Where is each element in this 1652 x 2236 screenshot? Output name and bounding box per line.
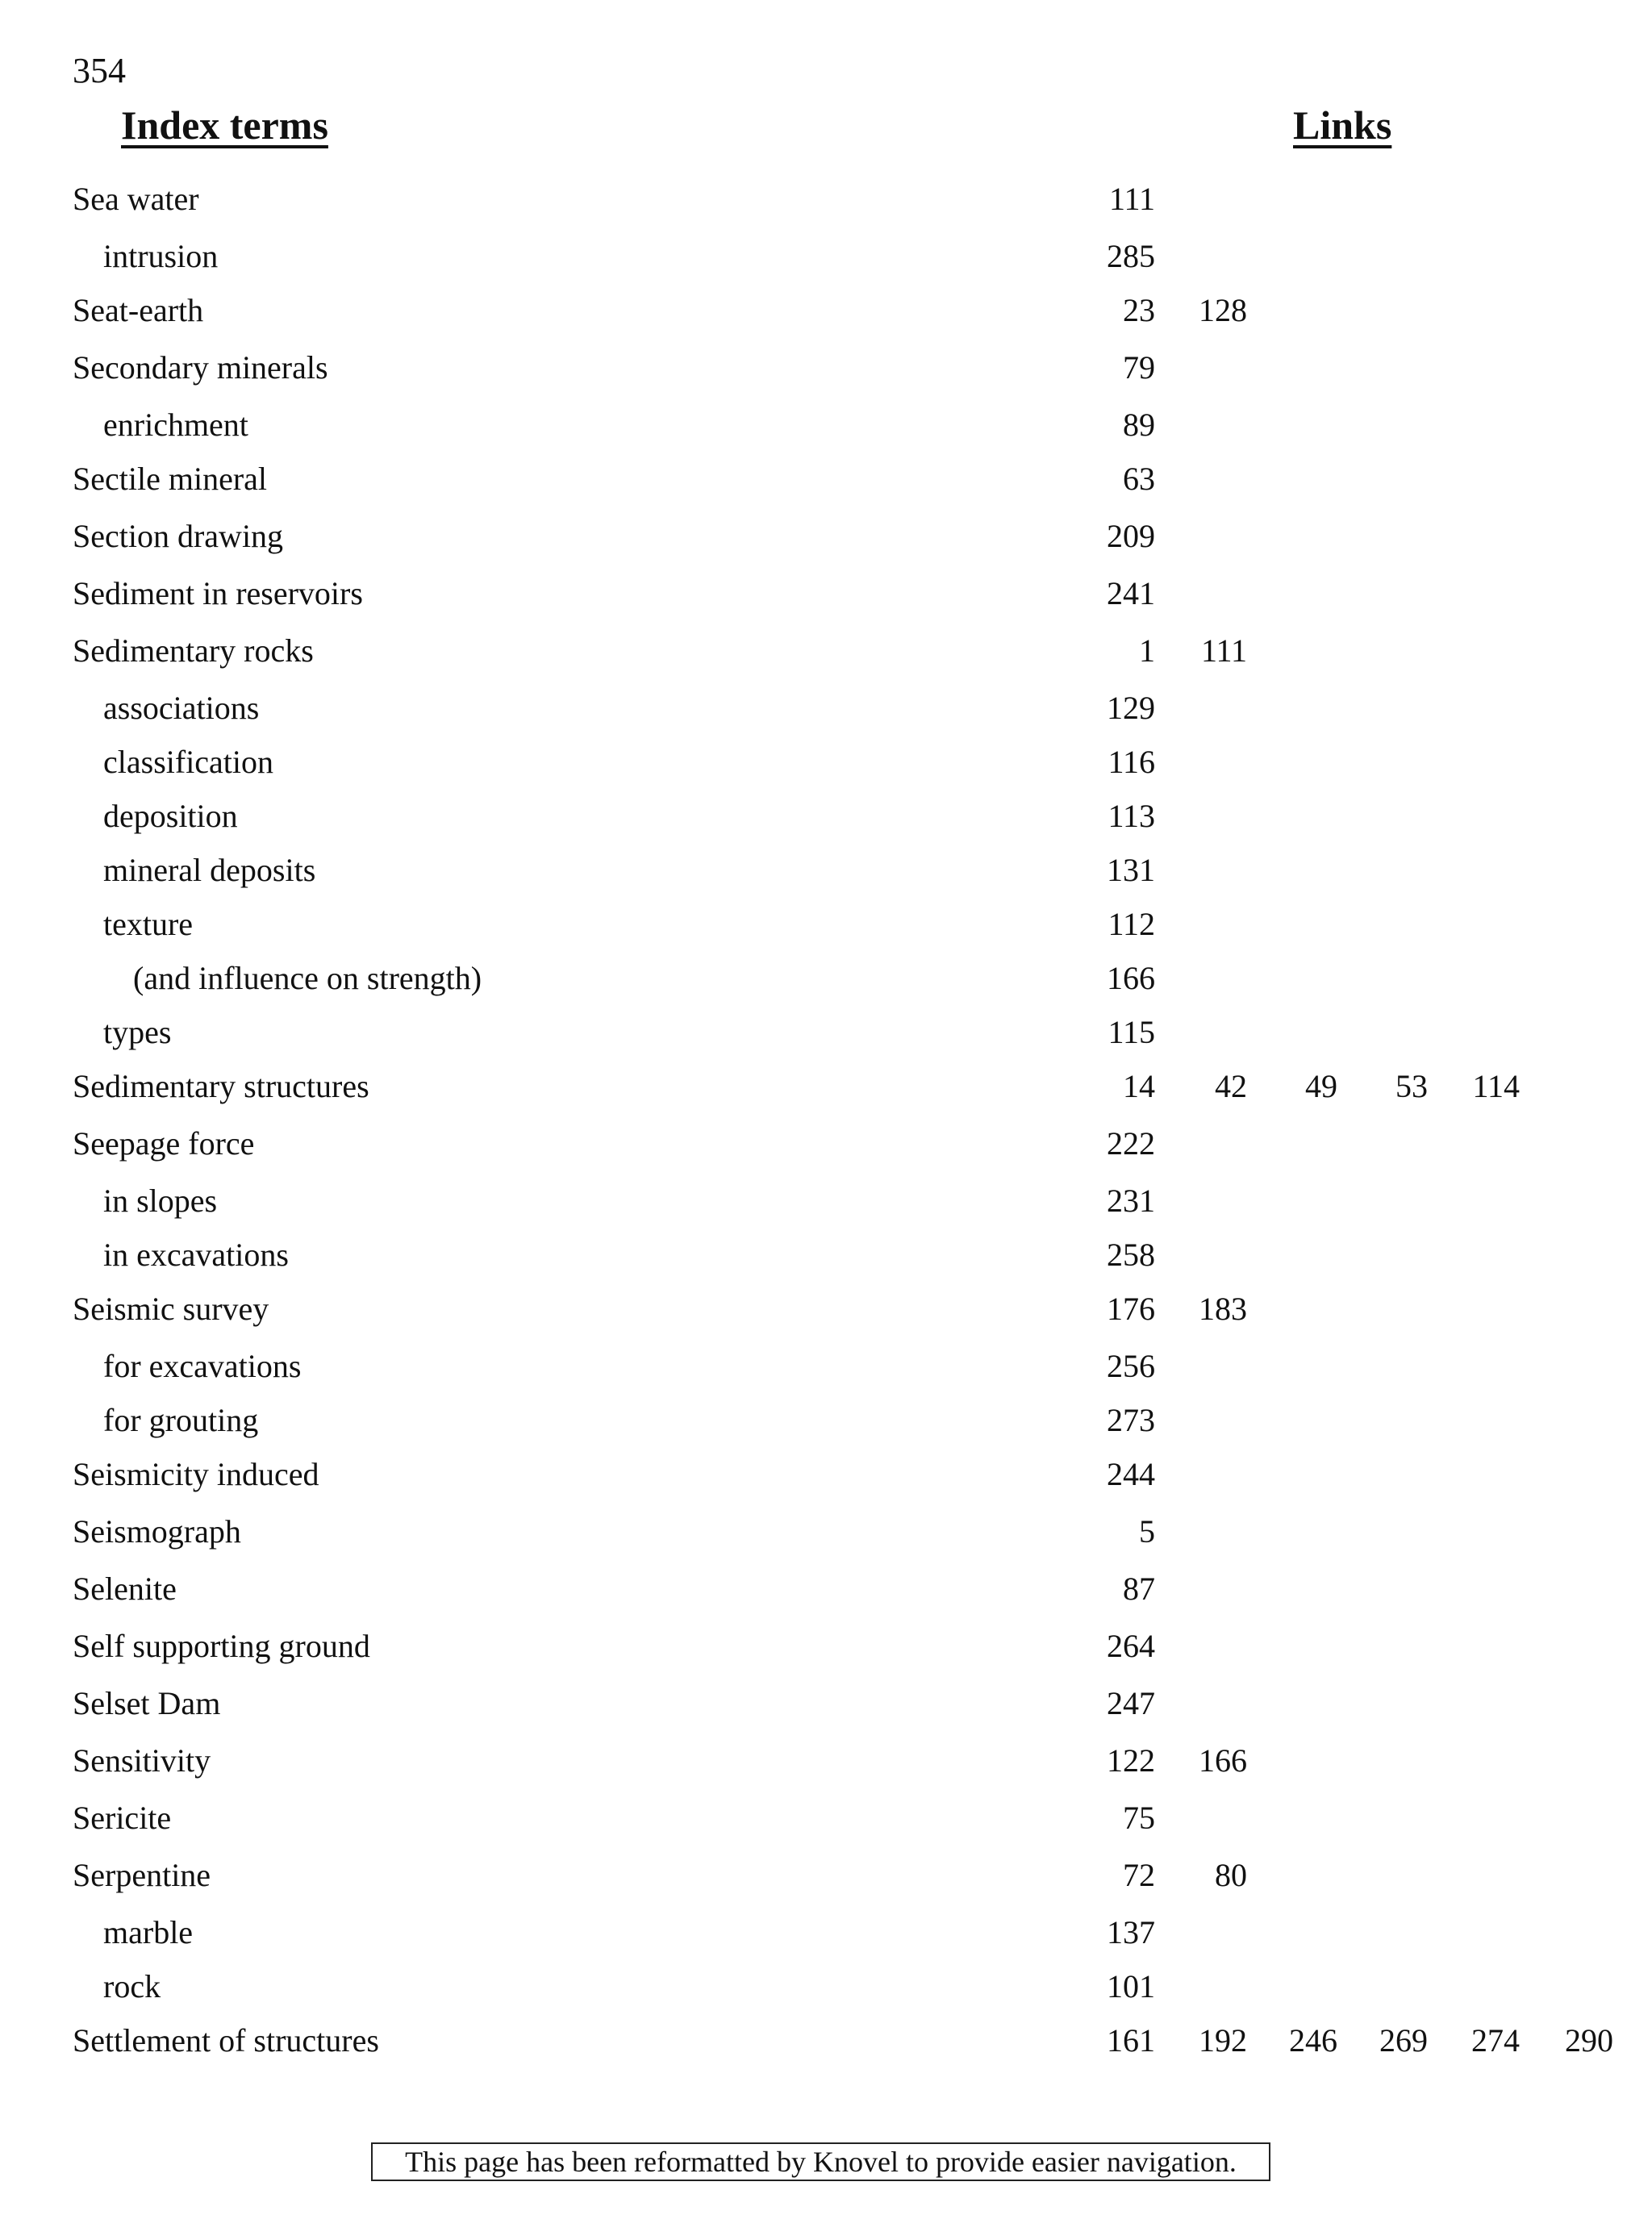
page-link[interactable]: 290: [1565, 2022, 1613, 2059]
index-subterm: texture: [103, 906, 194, 942]
index-term: Section drawing: [73, 518, 284, 554]
page-number: 354: [73, 51, 126, 90]
page-link[interactable]: 231: [1107, 1183, 1155, 1219]
links-header: Links: [1293, 102, 1392, 148]
page-link[interactable]: 116: [1108, 744, 1155, 780]
page-link[interactable]: 244: [1107, 1456, 1155, 1492]
index-subterm: in slopes: [103, 1183, 218, 1219]
index-term: Sectile mineral: [73, 461, 268, 497]
index-term: Secondary minerals: [73, 349, 328, 386]
index-entry: [0, 455, 1652, 512]
page-link[interactable]: 79: [1123, 349, 1155, 386]
page-link[interactable]: 115: [1108, 1014, 1155, 1050]
index-entry: [0, 2017, 1652, 2074]
page-link[interactable]: 129: [1107, 690, 1155, 726]
index-term: Sericite: [73, 1800, 172, 1836]
index-term: Sedimentary rocks: [73, 632, 314, 669]
index-entry: [0, 1794, 1652, 1851]
page-link[interactable]: 5: [1139, 1513, 1155, 1550]
page-link[interactable]: 183: [1199, 1291, 1247, 1327]
page-link[interactable]: 89: [1123, 407, 1155, 443]
page-link[interactable]: 101: [1107, 1968, 1155, 2004]
page-link[interactable]: 258: [1107, 1237, 1155, 1273]
index-term: Selenite: [73, 1571, 177, 1607]
index-entry: [0, 175, 1652, 232]
page-link[interactable]: 111: [1200, 632, 1247, 669]
index-entry: [0, 1963, 1652, 2017]
index-subterm: enrichment: [103, 407, 248, 443]
page-link[interactable]: 1: [1139, 632, 1155, 669]
index-term: Sensitivity: [73, 1742, 211, 1779]
index-entry: [0, 1177, 1652, 1231]
page-link[interactable]: 113: [1108, 798, 1155, 834]
index-entry: [0, 1679, 1652, 1737]
page-link[interactable]: 166: [1107, 960, 1155, 996]
index-entry: [0, 401, 1652, 455]
index-term: Seepage force: [73, 1125, 255, 1162]
index-entry: [0, 1120, 1652, 1177]
index-entry: [0, 1508, 1652, 1565]
index-entry: [0, 1231, 1652, 1285]
index-entry: [0, 1565, 1652, 1622]
index-entry: [0, 900, 1652, 954]
page-link[interactable]: 75: [1123, 1800, 1155, 1836]
index-term: Self supporting ground: [73, 1628, 370, 1664]
index-subterm: rock: [103, 1968, 161, 2004]
page-link[interactable]: 285: [1107, 238, 1155, 274]
page-link[interactable]: 161: [1107, 2022, 1155, 2059]
page-link[interactable]: 53: [1395, 1068, 1428, 1104]
page-link[interactable]: 80: [1215, 1857, 1247, 1893]
index-entry: [0, 1342, 1652, 1396]
index-entries-list: [0, 175, 1652, 2074]
page-link[interactable]: 269: [1379, 2022, 1428, 2059]
index-term: Sea water: [73, 181, 199, 217]
index-term: Seismic survey: [73, 1291, 269, 1327]
page-link[interactable]: 264: [1107, 1628, 1155, 1664]
index-entry: [0, 1062, 1652, 1120]
index-term: Selset Dam: [73, 1685, 221, 1721]
page-link[interactable]: 111: [1108, 181, 1155, 217]
page-link[interactable]: 246: [1289, 2022, 1337, 2059]
page-link[interactable]: 256: [1107, 1348, 1155, 1384]
index-entry: [0, 627, 1652, 684]
index-term: Sediment in reservoirs: [73, 575, 363, 611]
page-link[interactable]: 128: [1199, 292, 1247, 328]
index-entry: [0, 1622, 1652, 1679]
knovel-reformat-note: This page has been reformatted by Knovel to provide easier navigation.: [371, 2142, 1270, 2181]
index-entry: [0, 954, 1652, 1008]
index-term: Seismicity induced: [73, 1456, 319, 1492]
page-link[interactable]: 131: [1107, 852, 1155, 888]
index-term: Seat-earth: [73, 292, 204, 328]
index-entry: [0, 344, 1652, 401]
index-entry: [0, 1851, 1652, 1909]
index-entry: [0, 846, 1652, 900]
page-link[interactable]: 209: [1107, 518, 1155, 554]
index-subterm: deposition: [103, 798, 238, 834]
page-link[interactable]: 166: [1199, 1742, 1247, 1779]
index-subterm: intrusion: [103, 238, 219, 274]
index-terms-header: Index terms: [121, 102, 328, 148]
page-link[interactable]: 247: [1107, 1685, 1155, 1721]
index-entry: [0, 512, 1652, 569]
index-entry: [0, 1396, 1652, 1450]
index-entry: [0, 792, 1652, 846]
index-subterm: in excavations: [103, 1237, 289, 1273]
index-entry: [0, 738, 1652, 792]
page-link[interactable]: 137: [1107, 1914, 1155, 1950]
index-entry: [0, 684, 1652, 738]
page-link[interactable]: 176: [1107, 1291, 1155, 1327]
index-subterm: for grouting: [103, 1402, 259, 1438]
index-term: Serpentine: [73, 1857, 211, 1893]
index-term: Settlement of structures: [73, 2022, 379, 2059]
page-link[interactable]: 241: [1107, 575, 1155, 611]
page-link[interactable]: 23: [1123, 292, 1155, 328]
index-subterm: for excavations: [103, 1348, 302, 1384]
index-entry: [0, 1909, 1652, 1963]
index-entry: [0, 1450, 1652, 1508]
index-subterm: (and influence on strength): [133, 960, 482, 996]
page-link[interactable]: 274: [1471, 2022, 1520, 2059]
index-entry: [0, 286, 1652, 344]
index-subterm: associations: [103, 690, 260, 726]
index-entry: [0, 569, 1652, 627]
page-link[interactable]: 222: [1107, 1125, 1155, 1162]
page-link[interactable]: 49: [1305, 1068, 1337, 1104]
page-link[interactable]: 87: [1123, 1571, 1155, 1607]
index-term: Seismograph: [73, 1513, 241, 1550]
page-link[interactable]: 112: [1108, 906, 1155, 942]
page-link[interactable]: 63: [1123, 461, 1155, 497]
page-link[interactable]: 122: [1107, 1742, 1155, 1779]
index-entry: [0, 1737, 1652, 1794]
page-link[interactable]: 114: [1472, 1068, 1520, 1104]
index-entry: [0, 1008, 1652, 1062]
index-subterm: mineral deposits: [103, 852, 316, 888]
index-subterm: classification: [103, 744, 274, 780]
index-subterm: marble: [103, 1914, 194, 1950]
page-link[interactable]: 72: [1123, 1857, 1155, 1893]
index-term: Sedimentary structures: [73, 1068, 369, 1104]
page-link[interactable]: 42: [1215, 1068, 1247, 1104]
index-entry: [0, 232, 1652, 286]
index-entry: [0, 1285, 1652, 1342]
page-link[interactable]: 192: [1199, 2022, 1247, 2059]
page-link[interactable]: 14: [1123, 1068, 1155, 1104]
index-subterm: types: [103, 1014, 172, 1050]
page-link[interactable]: 273: [1107, 1402, 1155, 1438]
